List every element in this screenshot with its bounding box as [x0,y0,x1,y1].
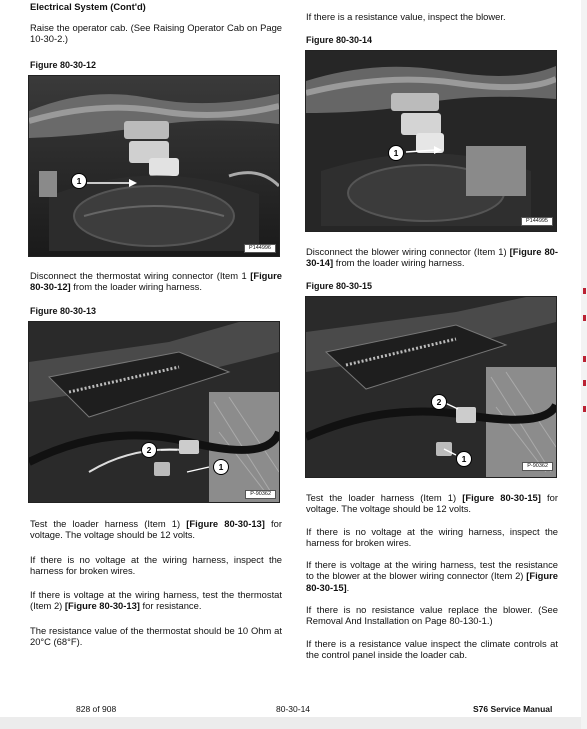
callout-2: 2 [431,394,447,410]
step-text: Disconnect the blower wiring connector (Item 1) [306,246,510,257]
callout-2: 2 [141,442,157,458]
step-text-tail: . [346,581,350,593]
edge-marker [583,288,586,294]
viewer-bottom-band [0,717,587,729]
figure-reference: [Figure 80-30-15] [306,570,558,593]
figure-reference: [Figure 80-30-15] [462,492,541,503]
footer-page-count: 828 of 908 [76,704,117,714]
figure-80-30-12-photo [28,75,280,257]
callout-1: 1 [71,173,87,189]
edge-marker [583,380,586,386]
part-number: P-90362 [245,490,276,499]
step-test-thermostat [30,589,282,612]
figure-label-12: Figure 80-30-12 [30,60,97,70]
step-text: Test the loader harness (Item 1) [30,518,187,529]
callout-1: 1 [213,459,229,475]
figure-label-15: Figure 80-30-15 [306,281,373,291]
step-inspect-harness: If there is no voltage at the wiring harness, inspect the harness for broken wires. [306,526,558,549]
figure-reference: [Figure 80-30-14] [306,246,558,269]
figure-80-30-13-photo [28,321,280,503]
footer-page-code: 80-30-14 [276,704,311,714]
figure-reference: [Figure 80-30-12] [30,270,282,293]
step-text-tail: for voltage. The voltage should be 12 volts. [30,518,282,541]
figure-label-13: Figure 80-30-13 [30,306,97,316]
callout-1: 1 [456,451,472,467]
step-inspect-blower: If there is a resistance value, inspect the blower. [306,11,506,22]
step-inspect-harness: If there is no voltage at the wiring harness, inspect the harness for broken wires. [30,554,282,577]
step-text-tail: for resistance. [139,600,202,612]
photo-blower-connector [306,51,556,231]
step-raise-cab: Raise the operator cab. (See Raising Operator Cab on Page 10-30-2.) [30,22,282,45]
part-number: P144996 [244,244,276,253]
section-title: Electrical System (Cont'd) [30,1,146,12]
footer-manual-title: S76 Service Manual [473,704,553,714]
part-number: P144995 [521,217,553,226]
thermostat-resistance-note: The resistance value of the thermostat should be 10 Ohm at 20°C (68°F). [30,625,282,648]
part-number: P-90362 [522,462,553,471]
figure-label-14: Figure 80-30-14 [306,35,373,45]
step-text-tail: from the loader wiring harness. [333,257,465,269]
step-text: If there is voltage at the wiring harness, test the resistance to the blower at the blower wiring connector (Item 2) [306,559,558,582]
figure-80-30-15-photo [305,296,557,478]
step-text: If there is voltage at the wiring harness, test the thermostat (Item 2) [30,589,282,612]
edge-marker [583,406,586,412]
edge-marker [583,315,586,321]
figure-80-30-14-photo [305,50,557,232]
figure-reference: [Figure 80-30-13] [186,518,265,529]
step-disconnect-thermostat [30,270,282,293]
step-disconnect-blower [306,246,558,269]
photo-blower-harness [306,297,556,477]
callout-1: 1 [388,145,404,161]
step-test-blower-resistance [306,559,558,593]
viewer-right-edge [581,0,587,729]
step-text: Disconnect the thermostat wiring connector (Item 1 [30,270,251,281]
figure-reference: [Figure 80-30-13] [64,600,140,612]
step-text-tail: for voltage. The voltage should be 12 volts. [306,492,558,515]
photo-loader-harness [29,322,279,502]
step-test-voltage [306,492,558,515]
step-inspect-climate-controls: If there is a resistance value inspect the climate controls at the control panel inside the loader cab. [306,638,558,661]
step-text: Test the loader harness (Item 1) [306,492,463,503]
photo-thermostat-connector [29,76,279,256]
step-test-voltage [30,518,282,541]
step-replace-blower: If there is no resistance value replace the blower. (See Removal And Installation on Page 80-130-1.) [306,604,558,627]
step-text-tail: from the loader wiring harness. [70,281,202,293]
edge-marker [583,356,586,362]
